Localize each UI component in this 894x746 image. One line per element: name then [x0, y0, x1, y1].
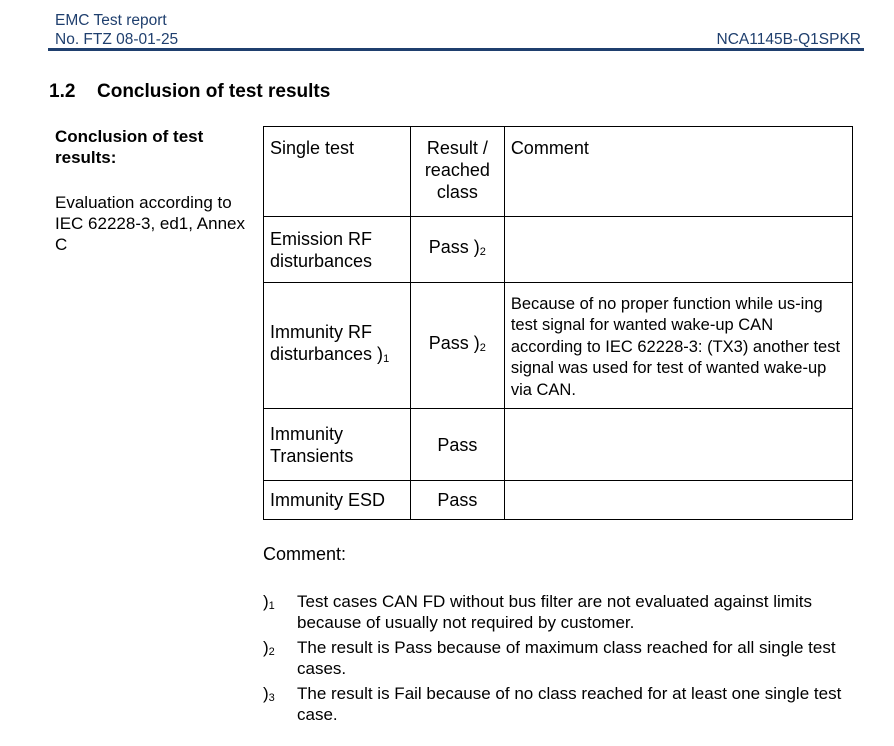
test-name-cell: Immunity ESD — [264, 481, 411, 520]
results-table — [263, 126, 853, 520]
section-heading — [49, 80, 330, 104]
section-title: Conclusion of test results — [97, 81, 331, 102]
footnote-text: Test cases CAN FD without bus filter are not evaluated against limits because of usually not required by customer. — [297, 592, 812, 632]
footnote-item — [263, 637, 863, 679]
table-row — [264, 283, 853, 409]
test-name-cell: Emission RF disturbances — [264, 217, 411, 283]
table-header-row — [264, 127, 853, 217]
table-row — [264, 409, 853, 481]
test-name-cell: Immunity RF disturbances )$_1$ — [264, 283, 411, 409]
footnote-ref: 2 — [479, 342, 486, 354]
result-cell: Pass — [410, 409, 504, 481]
evaluation-text: Evaluation according to IEC 62228-3, ed1, Annex C — [55, 193, 245, 254]
header-divider — [48, 48, 864, 51]
comment-cell: Because of no proper function while us-ing test signal for wanted wake-up CAN according to IEC 62228-3: (TX3) another test signal was used for test of wanted wake-up via CAN. — [504, 283, 852, 409]
header-comment: Comment — [504, 127, 852, 217]
footnote-mark: )$_2$ — [263, 638, 275, 658]
header-result: Result / reached class — [410, 127, 504, 217]
report-number: No. FTZ 08-01-25 — [55, 31, 179, 48]
result-cell: Pass — [410, 481, 504, 520]
comment-cell — [504, 409, 852, 481]
footnote-text: The result is Pass because of maximum class reached for all single test cases. — [297, 638, 836, 678]
comment-cell — [504, 217, 852, 283]
report-title: EMC Test report — [55, 12, 167, 29]
footnote-ref: 1 — [383, 353, 390, 365]
section-number: 1.2 — [49, 81, 76, 102]
header-single-test: Single test — [264, 127, 411, 217]
footnote-mark: )$_1$ — [263, 592, 275, 612]
result-cell: Pass )$_2$ — [410, 283, 504, 409]
result-cell: Pass )$_2$ — [410, 217, 504, 283]
footnotes — [263, 591, 863, 729]
product-code: NCA1145B-Q1SPKR — [716, 31, 861, 48]
table-row — [264, 217, 853, 283]
sidebar-title: Conclusion of test results: — [55, 127, 204, 167]
footnote-text: The result is Fail because of no class reached for at least one single test case. — [297, 684, 842, 724]
footnote-item — [263, 683, 863, 725]
comment-cell — [504, 481, 852, 520]
comment-label: Comment: — [263, 544, 347, 564]
footnote-item — [263, 591, 863, 633]
table-row — [264, 481, 853, 520]
test-name-cell: Immunity Transients — [264, 409, 411, 481]
footnote-ref: 2 — [479, 246, 486, 258]
footnote-mark: )$_3$ — [263, 684, 275, 704]
